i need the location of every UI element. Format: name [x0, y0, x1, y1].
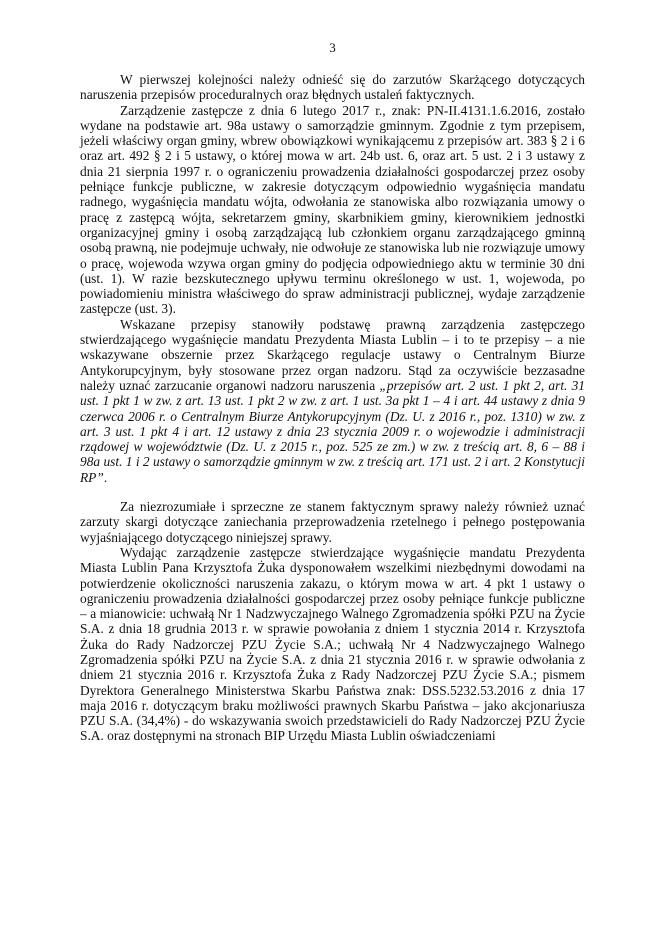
paragraph-1: W pierwszej kolejności należy odnieść się do zarzutów Skarżącego dotyczących naruszenia przepisów proceduralnych oraz błędnych ustaleń faktycznych. [80, 72, 585, 103]
paragraph-5: Wydając zarządzenie zastępcze stwierdzające wygaśnięcie mandatu Prezydenta Miasta Lublin Pana Krzysztofa Żuka dysponowałem wszelkimi niezbędnymi dowodami na potwierdzenie okoliczności naruszenia zakazu, o którym mowa w art. 4 pkt 1 ustawy o ograniczeniu prowadzenia działalności gospodarczej przez osoby pełniące funkcje publiczne – a mianowicie: uchwałą Nr 1 Nadzwyczajnego Walnego Zgromadzenia spółki PZU na Życie S.A. z dnia 18 grudnia 2013 r. w sprawie powołania z dniem 1 stycznia 2014 r. Krzysztofa Żuka do Rady Nadzorczej PZU Życie S.A.; uchwałą Nr 4 Nadzwyczajnego Walnego Zgromadzenia spółki PZU na Życie S.A. z dnia 21 stycznia 2016 r. w sprawie odwołania z dniem 21 stycznia 2016 r. Krzysztofa Żuka z Rady Nadzorczej PZU Życie S.A.; pismem Dyrektora Generalnego Ministerstwa Skarbu Państwa znak: DSS.5232.53.2016 z dnia 17 maja 2016 r. dotyczącym braku możliwości prawnych Skarbu Państwa – jako akcjonariusza PZU S.A. (34,4%) - do wskazywania swoich przedstawicieli do Rady Nadzorczej PZU Życie S.A. oraz dostępnymi na stronach BIP Urzędu Miasta Lublin oświadczeniami [80, 544, 585, 744]
paragraph-3 [80, 317, 585, 485]
document-body [80, 72, 585, 744]
paragraph-2: Zarządzenie zastępcze z dnia 6 lutego 2017 r., znak: PN-II.4131.1.6.2016, zostało wydane na podstawie art. 98a ustawy o samorządzie gminnym. Zgodnie z tym przepisem, jeżeli właściwy organ gminy, wbrew obowiązkowi wynikającemu z przepisów art. 383 § 2 i 6 oraz art. 492 § 2 i 5 ustawy, o której mowa w art. 24b ust. 6, oraz art. 5 ust. 2 i 3 ustawy z dnia 21 sierpnia 1997 r. o ograniczeniu prowadzenia działalności gospodarczej przez osoby pełniące funkcje publiczne, w zakresie dotyczącym odpowiednio wygaśnięcia mandatu radnego, wygaśnięcia mandatu wójta, odwołania ze stanowiska albo rozwiązania umowy o pracę z zastępcą wójta, sekretarzem gminy, skarbnikiem gminy, kierownikiem jednostki organizacyjnej gminy i osobą zarządzającą lub członkiem organu zarządzającego gminną osobą prawną, nie podejmuje uchwały, nie odwołuje ze stanowiska lub nie rozwiązuje umowy o pracę, wojewoda wzywa organ gminy do podjęcia odpowiedniego aktu w terminie 30 dni (ust. 1). W razie bezskutecznego upływu terminu określonego w ust. 1, wojewoda, po powiadomieniu ministra właściwego do spraw administracji publicznej, wydaje zarządzenie zastępcze (ust. 3). [80, 102, 585, 317]
paragraph-3-text: Wskazane przepisy stanowiły podstawę prawną zarządzenia zastępczego stwierdzającego wygaśnięcie mandatu Prezydenta Miasta Lublin – i to te przepisy – a nie wskazywane obszernie przez Skarżącego regulacje ustawy o Centralnym Biurze Antykorupcyjnym, były stosowane przez organ nadzoru. Stąd za oczywiście bezzasadne należy uznać zarzucanie organowi nadzoru naruszenia [80, 316, 585, 393]
paragraph-3-tail: . [103, 469, 108, 485]
page-number: 3 [329, 40, 336, 55]
paragraph-3-quoted-provisions: „przepisów art. 2 ust. 1 pkt 2, art. 31 ust. 1 pkt 1 w zw. z art. 13 ust. 1 pkt 2 w zw. z art. 1 ust. 3a pkt 1 – 4 i art. 44 ustawy z dnia 9 czerwca 2006 r. o Centralnym Biurze Antykorupcyjnym (Dz. U. z 2016 r., poz. 1310) w zw. z art. 3 ust. 1 pkt 4 i art. 12 ustawy z dnia 23 stycznia 2009 r. o wojewodzie i administracji rządowej w województwie (Dz. U. z 2015 r., poz. 525 ze zm.) w zw. z treścią art. 8, 6 – 88 i 98a ust. 1 i 2 ustawy o samorządzie gminnym w zw. z treścią art. 171 ust. 2 i art. 2 Konstytucji RP” [80, 377, 585, 485]
paragraph-4: Za niezrozumiałe i sprzeczne ze stanem faktycznym sprawy należy również uznać zarzuty skargi dotyczące zaniechania przeprowadzenia rzetelnego i pełnego postępowania wyjaśniającego dotyczącego niniejszej sprawy. [80, 499, 585, 545]
